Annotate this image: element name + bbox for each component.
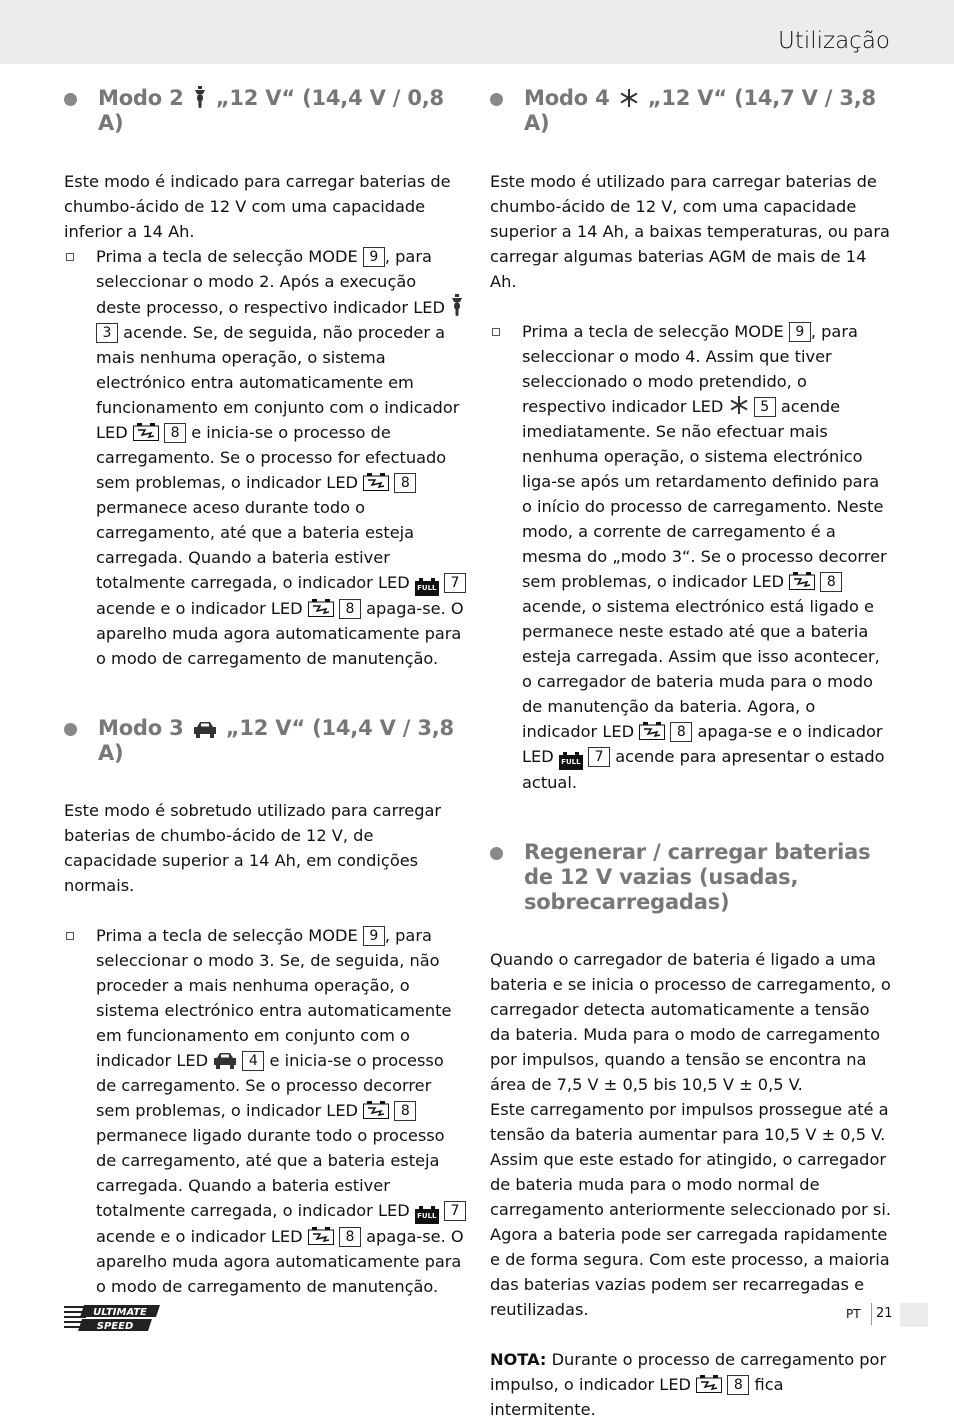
battery-charging-icon <box>363 473 389 491</box>
mode2-heading: Modo 2 „12 V“ (14,4 V / 0,8 A) <box>64 86 466 136</box>
bullet-dot <box>490 93 503 106</box>
car-icon <box>213 1051 237 1069</box>
ref-led-charging: 8 <box>820 572 842 592</box>
battery-charging-icon <box>696 1375 722 1393</box>
mode3-intro: Este modo é sobretudo utilizado para carregar baterias de chumbo-ácido de 12 V, de capacidade superior a 14 Ah, em condições normais. <box>64 801 442 895</box>
battery-charging-icon <box>308 1227 334 1245</box>
mode4-intro: Este modo é utilizado para carregar baterias de chumbo-ácido de 12 V, com uma capacidade superior a 14 Ah, a baixas temperaturas, ou para carregar algumas baterias AGM de mais de 14 Ah. <box>490 172 890 291</box>
mode4-step: Prima a tecla de selecção MODE 9 , para seleccionar o modo 4. Assim que tiver seleccionado o modo pretendido, o respectivo indicador LED 5 acende imediatamente. Se não efectuar mais nenhuma operação, o sistema electrónico liga-se após um retardamento definido para o início do processo de carregamento. Neste modo, a corrente de carregamento é a mesma do „modo 3“. Se o processo decorrer sem problemas, o indicador LED 8 acende, o sistema electrónico está ligado e permanece neste estado até que a bateria esteja carregada. Assim que isso acontecer, o carregador de bateria muda para o modo de manutenção da bateria. Agora, o indicador LED 8 apaga-se e o indicador LED FULL 7 acende para apresentar o estado actual. <box>490 319 892 795</box>
footer-divider <box>871 1303 872 1325</box>
mode3-step: Prima a tecla de selecção MODE 9 , para seleccionar o modo 3. Se, de seguida, não proceder a mais nenhuma operação, o sistema electrónico entra automaticamente em funcionamento em conjunto com o indicador LED 4 e inicia-se o processo de carregamento. Se o processo decorrer sem problemas, o indicador LED 8 permanece ligado durante todo o processo de carregamento, até que a bateria esteja carregada. Quando a bateria estiver totalmente carregada, o indicador LED FULL 7 acende e o indicador LED 8 apaga-se. O aparelho muda agora automaticamente para o modo de carregamento de manutenção. <box>64 923 466 1299</box>
ref-led-charging: 8 <box>339 599 361 619</box>
ref-led-charging: 8 <box>339 1227 361 1247</box>
snowflake-icon <box>619 88 639 108</box>
mode2-step: Prima a tecla de selecção MODE 9 , para seleccionar o modo 2. Após a execução deste processo, o respectivo indicador LED 3 acende. Se, de seguida, não proceder a mais nenhuma operação, o sistema electrónico entra automaticamente em funcionamento em conjunto com o indicador LED 8 e inicia-se o processo de carregamento. Se o processo for efectuado sem problemas, o indicador LED 8 permanece aceso durante todo o carregamento, até que a bateria esteja carregada. Quando a bateria estiver totalmente carregada, o indicador LED FULL 7 acende e o indicador LED 8 apaga-se. O aparelho muda agora automaticamente para o modo de carregamento de manutenção. <box>64 244 466 671</box>
ref-led-charging: 8 <box>164 423 186 443</box>
left-column <box>64 80 466 1299</box>
bullet-dot <box>490 847 503 860</box>
right-column <box>490 80 892 1422</box>
regen-heading: Regenerar / carregar baterias de 12 V vazias (usadas, sobrecarregadas) <box>490 840 892 915</box>
list-bullet <box>66 932 74 940</box>
car-icon <box>193 720 217 738</box>
list-bullet <box>492 328 500 336</box>
bullet-dot <box>64 93 77 106</box>
regen-para-4: Agora a bateria pode ser carregada rapidamente e de forma segura. Com este processo, a maioria das baterias vazias podem ser recarregadas e reutilizadas. <box>490 1225 890 1319</box>
ref-led-full: 7 <box>588 747 610 767</box>
footer-tab <box>900 1303 928 1327</box>
regen-para-3: Assim que este estado for atingido, o carregador de bateria muda para o modo normal de carregamento anteriormente seleccionado por si. <box>490 1150 891 1219</box>
ref-led-charging: 8 <box>727 1375 749 1395</box>
mode3-heading: Modo 3 „12 V“ (14,4 V / 3,8 A) <box>64 716 466 766</box>
regen-para-1: Quando o carregador de bateria é ligado a uma bateria e se inicia o processo de carregamento, o carregador detecta automaticamente a tensão da bateria. Muda para o modo de carregamento por impulsos, quando a tensão se encontra na área de 7,5 V ± 0,5 bis 10,5 V ± 0,5 V. <box>490 950 891 1094</box>
battery-charging-icon <box>133 423 159 441</box>
ref-led-charging: 8 <box>394 473 416 493</box>
ref-led-full: 7 <box>444 573 466 593</box>
ref-led-charging: 8 <box>670 722 692 742</box>
ultimate-speed-logo <box>64 1303 162 1333</box>
language-code: PT <box>846 1307 861 1321</box>
ref-led-mode4: 5 <box>754 397 776 417</box>
mode2-intro: Este modo é indicado para carregar baterias de chumbo-ácido de 12 V com uma capacidade inferior a 14 Ah. <box>64 172 451 241</box>
snowflake-icon <box>729 395 749 415</box>
ref-mode-button: 9 <box>363 926 385 946</box>
page-number: 21 <box>876 1306 893 1321</box>
ref-led-charging: 8 <box>394 1101 416 1121</box>
battery-charging-icon <box>363 1101 389 1119</box>
motorbike-icon <box>193 86 207 108</box>
regen-para-2: Este carregamento por impulsos prossegue até a tensão da bateria aumentar para 10,5 V ± 0,5 V. <box>490 1100 889 1144</box>
list-bullet <box>66 253 74 261</box>
ref-led-full: 7 <box>444 1201 466 1221</box>
page-title: Utilização <box>777 28 890 54</box>
battery-full-icon: FULL <box>415 581 439 596</box>
mode4-heading: Modo 4 „12 V“ (14,7 V / 3,8 A) <box>490 86 892 136</box>
battery-charging-icon <box>639 722 665 740</box>
bullet-dot <box>64 723 77 736</box>
svg-text:ULTIMATE: ULTIMATE <box>93 1307 147 1318</box>
motorbike-icon <box>450 294 464 316</box>
battery-full-icon: FULL <box>415 1209 439 1224</box>
ref-mode-button: 9 <box>789 322 811 342</box>
ref-led-mode2: 3 <box>96 323 118 343</box>
battery-charging-icon <box>308 599 334 617</box>
ref-mode-button: 9 <box>363 247 385 267</box>
battery-charging-icon <box>789 572 815 590</box>
ref-led-mode3: 4 <box>242 1051 264 1071</box>
svg-text:SPEED: SPEED <box>96 1321 134 1332</box>
nota-paragraph: NOTA: Durante o processo de carregamento por impulso, o indicador LED 8 fica intermitente. <box>490 1350 887 1419</box>
battery-full-icon: FULL <box>559 755 583 770</box>
nota-label: NOTA: <box>490 1350 547 1369</box>
